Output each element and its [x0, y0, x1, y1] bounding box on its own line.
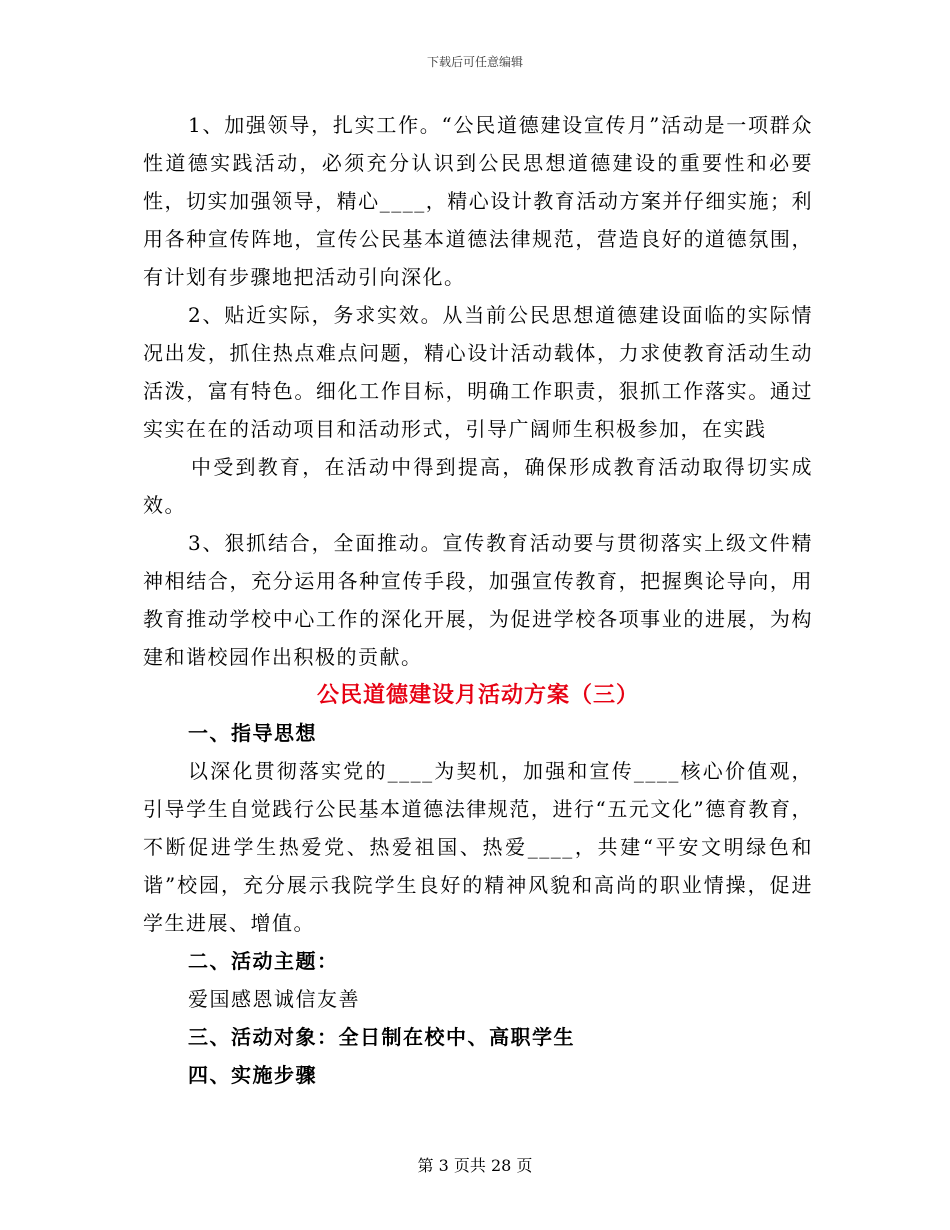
- paragraph-guiding-thought: 以深化贯彻落实党的____为契机，加强和宣传____核心价值观，引导学生自觉践行公民基本道德法律规范，进行“五元文化”德育教育，不断促进学生热爱党、热爱祖国、热爱____，共建“平安文明绿色和谐”校园，充分展示我院学生良好的精神风貌和高尚的职业情操，促进学生进展、增值。: [143, 759, 813, 935]
- document-body: [143, 106, 813, 1094]
- paragraph-activity-theme: 爱国感恩诚信友善: [188, 987, 360, 1011]
- heading-activity-theme: 二、活动主题：: [188, 949, 339, 973]
- heading-guiding-thought: 一、指导思想: [188, 721, 317, 745]
- paragraph-combination: 3、狠抓结合，全面推动。宣传教育活动要与贯彻落实上级文件精神相结合，充分运用各种宣传手段，加强宣传教育，把握舆论导向，用教育推动学校中心工作的深化开展，为促进学校各项事业的进展，为构建和谐校园作出积极的贡献。: [143, 531, 813, 669]
- heading-activity-target: 三、活动对象：全日制在校中、高职学生: [188, 1025, 575, 1049]
- paragraph-practical: 2、贴近实际，务求实效。从当前公民思想道德建设面临的实际情况出发，抓住热点难点问题，精心设计活动载体，力求使教育活动生动活泼，富有特色。细化工作目标，明确工作职责，狠抓工作落实。通过实实在在的活动项目和活动形式，引导广阔师生积极参加，在实践: [143, 303, 813, 441]
- page-footer: 第 3 页共 28 页: [417, 1156, 533, 1175]
- paragraph-leadership: 1、加强领导，扎实工作。“公民道德建设宣传月”活动是一项群众性道德实践活动，必须充分认识到公民思想道德建设的重要性和必要性，切实加强领导，精心____，精心设计教育活动方案并仔细实施；利用各种宣传阵地，宣传公民基本道德法律规范，营造良好的道德氛围，有计划有步骤地把活动引向深化。: [143, 113, 813, 289]
- page-header: 下载后可任意编辑: [426, 55, 523, 69]
- heading-implementation-steps: 四、实施步骤: [188, 1063, 317, 1087]
- paragraph-practical-continued: 中受到教育，在活动中得到提高，确保形成教育活动取得切实成效。: [143, 455, 813, 517]
- section-title: 公民道德建设月活动方案（三）: [316, 682, 639, 708]
